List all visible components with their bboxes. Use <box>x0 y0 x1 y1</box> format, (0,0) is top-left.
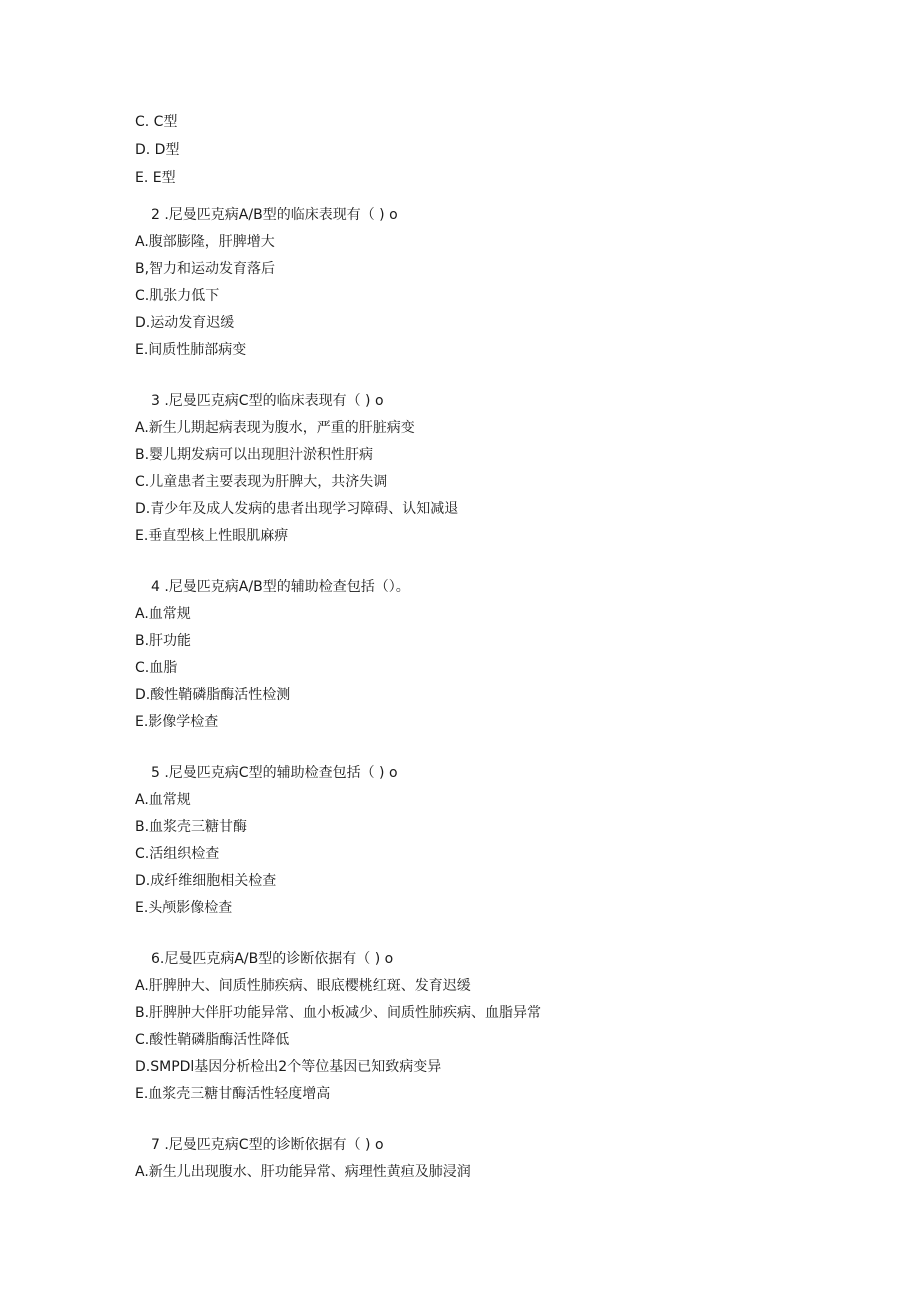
option-item: B.肝功能 <box>135 633 192 649</box>
option-item: B,智力和运动发育落后 <box>135 261 276 277</box>
question-stem: 7 .尼曼匹克病C型的诊断依据有（ ) o <box>151 1137 384 1153</box>
option-item: D.运动发育迟缓 <box>135 315 235 331</box>
question-stem: 6.尼曼匹克病A/B型的诊断依据有（ ) o <box>151 951 394 967</box>
question-stem: 2 .尼曼匹克病A/B型的临床表现有（ ) o <box>151 207 398 223</box>
option-item: C.血脂 <box>135 660 178 676</box>
option-item: A.新生儿期起病表现为腹水，严重的肝脏病变 <box>135 420 415 436</box>
option-item: A.血常规 <box>135 606 191 622</box>
option-item: D. D型 <box>135 142 180 158</box>
option-item: D.酸性鞘磷脂酶活性检测 <box>135 687 291 703</box>
option-item: E.影像学检查 <box>135 714 219 730</box>
option-item: E. E型 <box>135 170 176 186</box>
option-item: D.青少年及成人发病的患者出现学习障碍、认知减退 <box>135 501 459 517</box>
option-item: D.SMPDl基因分析检出2个等位基因已知致病变异 <box>135 1059 442 1075</box>
option-item: B.婴儿期发病可以出现胆汁淤积性肝病 <box>135 447 374 463</box>
option-item: C.酸性鞘磷脂酶活性降低 <box>135 1032 290 1048</box>
option-item: C. C型 <box>135 114 178 130</box>
option-item: C.活组织检查 <box>135 846 220 862</box>
option-item: E.血浆壳三糖甘酶活性轻度增高 <box>135 1086 331 1102</box>
option-item: E.头颅影像检查 <box>135 900 233 916</box>
option-item: E.垂直型核上性眼肌麻痹 <box>135 528 289 544</box>
question-stem: 5 .尼曼匹克病C型的辅助检查包括（ ) o <box>151 765 398 781</box>
option-item: C.儿童患者主要表现为肝脾大，共济失调 <box>135 474 388 490</box>
question-stem: 4 .尼曼匹克病A/B型的辅助检查包括（）。 <box>151 579 410 595</box>
question-stem: 3 .尼曼匹克病C型的临床表现有（ ) o <box>151 393 384 409</box>
option-item: B.血浆壳三糖甘酶 <box>135 819 248 835</box>
option-item: D.成纤维细胞相关检查 <box>135 873 277 889</box>
option-item: A.血常规 <box>135 792 191 808</box>
option-item: B.肝脾肿大伴肝功能异常、血小板减少、间质性肺疾病、血脂异常 <box>135 1005 542 1021</box>
option-item: A.腹部膨隆，肝脾增大 <box>135 234 275 250</box>
option-item: A.肝脾肿大、间质性肺疾病、眼底樱桃红斑、发育迟缓 <box>135 978 471 994</box>
option-item: C.肌张力低下 <box>135 288 220 304</box>
option-item: A.新生儿出现腹水、肝功能异常、病理性黄疸及肺浸润 <box>135 1164 471 1180</box>
option-item: E.间质性肺部病变 <box>135 342 247 358</box>
